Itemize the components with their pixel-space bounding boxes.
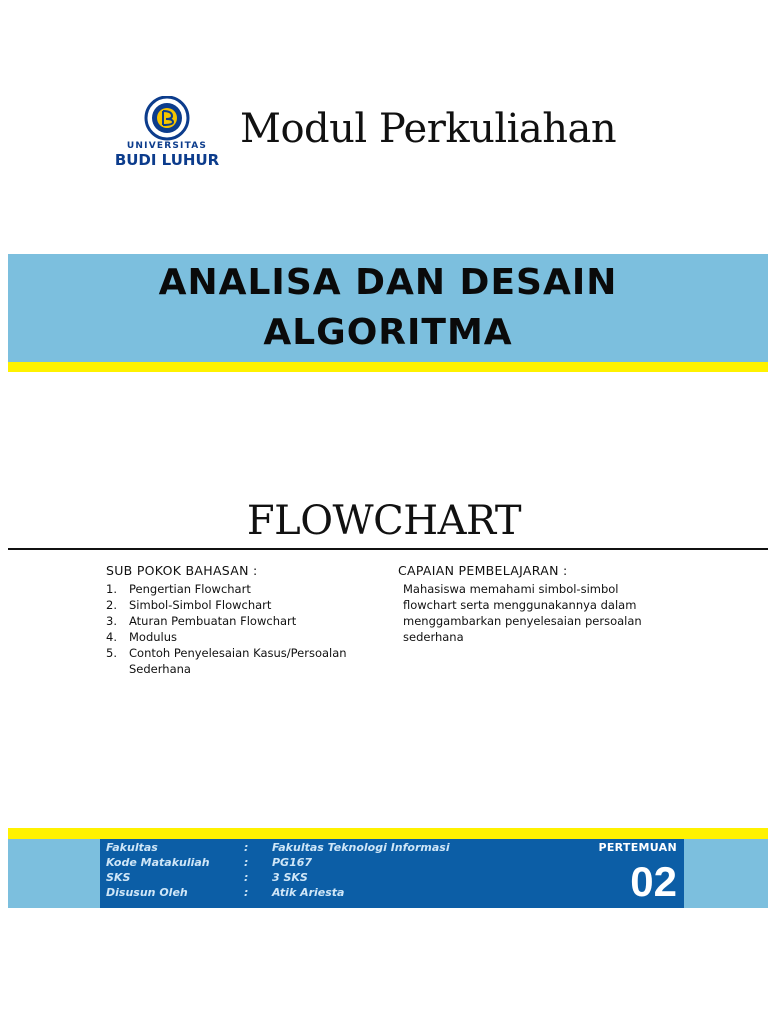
topic-divider	[8, 548, 768, 550]
footer-value: PG167	[272, 856, 313, 869]
list-item-number: 4.	[106, 630, 117, 644]
list-item-number: 2.	[106, 598, 117, 612]
title-yellow-stripe	[8, 362, 768, 372]
sub-pokok-list	[106, 581, 376, 677]
footer-value: Fakultas Teknologi Informasi	[272, 841, 450, 854]
pertemuan-label: PERTEMUAN	[598, 841, 677, 854]
list-item-number: 5.	[106, 646, 117, 660]
list-item-number: 3.	[106, 614, 117, 628]
logo-text-budi-luhur: BUDI LUHUR	[114, 151, 220, 169]
footer-label: Fakultas	[106, 841, 158, 854]
footer-label: Kode Matakuliah	[106, 856, 210, 869]
university-logo	[106, 96, 228, 176]
footer-label: Disusun Oleh	[106, 886, 188, 899]
course-title-line-2: ALGORITMA	[263, 312, 513, 353]
budi-luhur-logo-icon	[106, 96, 228, 176]
footer-label: SKS	[106, 871, 131, 884]
list-item-text: Simbol-Simbol Flowchart	[129, 598, 272, 612]
list-item	[106, 629, 376, 645]
footer-colon: :	[244, 886, 249, 899]
list-item	[106, 597, 376, 613]
list-item-text: Aturan Pembuatan Flowchart	[129, 614, 297, 628]
footer-row-sks	[106, 870, 450, 885]
list-item	[106, 581, 376, 597]
footer-info-rows	[106, 840, 450, 900]
footer-colon: :	[244, 856, 249, 869]
pertemuan-number: 02	[630, 858, 677, 905]
course-title-line-1: ANALISA DAN DESAIN	[158, 262, 618, 303]
list-item	[106, 645, 376, 677]
footer-colon: :	[244, 871, 249, 884]
list-item-text: Pengertian Flowchart	[129, 582, 251, 596]
logo-text-universitas: UNIVERSITAS	[126, 141, 208, 151]
footer-yellow-stripe	[8, 828, 768, 839]
course-title-band	[8, 254, 768, 362]
footer-row-disusun-oleh	[106, 885, 450, 900]
sub-pokok-heading: SUB POKOK BAHASAN :	[106, 563, 258, 578]
list-item-number: 1.	[106, 582, 117, 596]
topic-title: FLOWCHART	[246, 498, 522, 544]
footer-row-kode-matakuliah	[106, 855, 450, 870]
footer-row-fakultas	[106, 840, 450, 855]
capaian-text: Mahasiswa memahami simbol-simbol flowchart serta menggunakannya dalam menggambarkan penyelesaian persoalan sederhana	[403, 582, 642, 644]
footer-colon: :	[244, 841, 249, 854]
footer-value: 3 SKS	[272, 871, 308, 884]
list-item-text: Contoh Penyelesaian Kasus/Persoalan Sederhana	[129, 646, 347, 676]
footer-value: Atik Ariesta	[272, 886, 345, 899]
capaian-heading: CAPAIAN PEMBELAJARAN :	[398, 563, 568, 578]
list-item-text: Modulus	[129, 630, 178, 644]
module-header-title: Modul Perkuliahan	[240, 106, 617, 152]
list-item	[106, 613, 376, 629]
